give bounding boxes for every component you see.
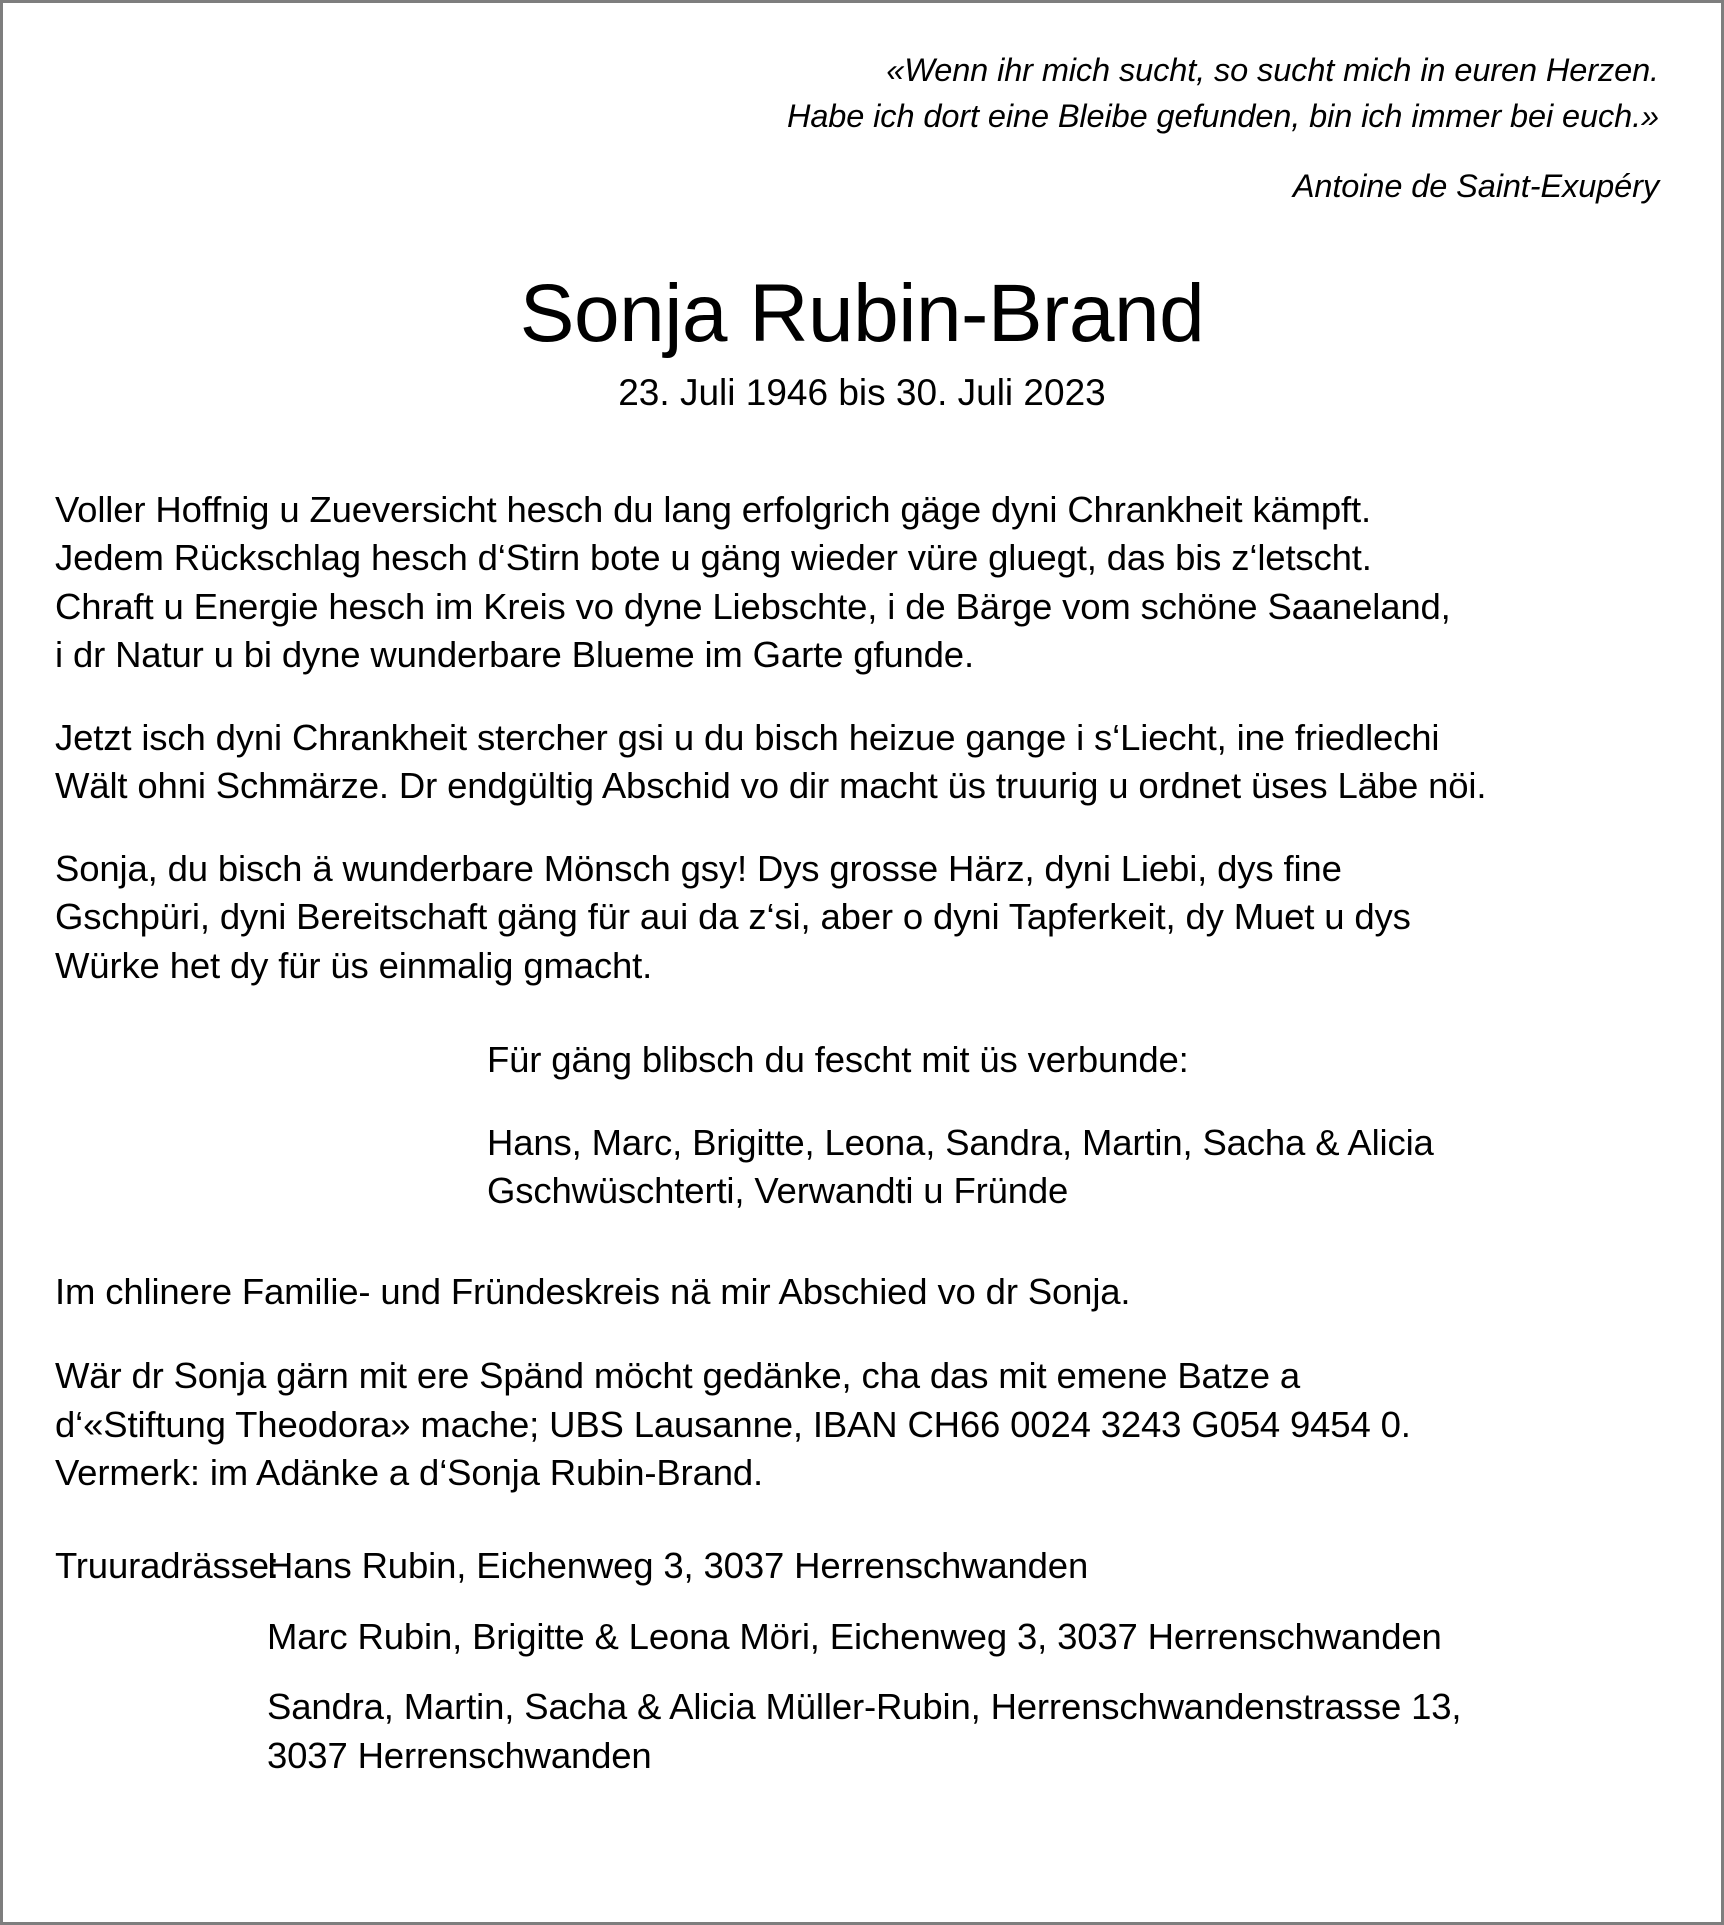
paragraph-3-line-3: Würke het dy für üs einmalig gmacht.	[55, 944, 653, 986]
paragraph-3-line-1: Sonja, du bisch ä wunderbare Mönsch gsy! Dys grosse Härz, dyni Liebi, dys fine	[55, 847, 1342, 889]
survivors-intro: Für gäng blibsch du fescht mit üs verbunde:	[487, 1039, 1189, 1081]
memorial-quote	[55, 47, 1669, 209]
private-funeral-note	[55, 1268, 1669, 1317]
quote-line-2: Habe ich dort eine Bleibe gefunden, bin ich immer bei euch.»	[786, 98, 1659, 135]
address-row-2	[55, 1613, 1669, 1662]
eulogy-paragraph-3	[55, 845, 1669, 991]
paragraph-3-line-2: Gschpüri, dyni Bereitschaft gäng für aui da z‘si, aber o dyni Tapferkeit, dy Muet u dys	[55, 896, 1411, 938]
eulogy-paragraph-2	[55, 714, 1669, 811]
survivors-names	[487, 1119, 1669, 1216]
address-row-3	[55, 1683, 1669, 1780]
donation-line-3: Vermerk: im Adänke a d‘Sonja Rubin-Brand.	[55, 1452, 764, 1494]
address-entry-3	[267, 1683, 1669, 1780]
quote-line-1: «Wenn ihr mich sucht, so sucht mich in euren Herzen.	[886, 52, 1659, 88]
address-entry-1	[267, 1542, 1669, 1591]
paragraph-2-line-2: Wält ohni Schmärze. Dr endgültig Abschid vo dir macht üs truurig u ordnet üses Läbe nöi.	[55, 765, 1487, 807]
survivors-block	[487, 1036, 1669, 1216]
paragraph-1-line-1: Voller Hoffnig u Zueversicht hesch du lang erfolgrich gäge dyni Chrankheit kämpft.	[55, 488, 1371, 530]
eulogy-paragraph-1	[55, 486, 1669, 680]
survivors-names-line-2: Gschwüschterti, Verwandti u Fründe	[487, 1170, 1069, 1212]
paragraph-2-line-1: Jetzt isch dyni Chrankheit stercher gsi u du bisch heizue gange i s‘Liecht, ine friedlechi	[55, 716, 1440, 758]
life-dates: 23. Juli 1946 bis 30. Juli 2023	[618, 371, 1106, 413]
deceased-name: Sonja Rubin-Brand	[519, 268, 1205, 360]
address-entry-1-line-1: Hans Rubin, Eichenweg 3, 3037 Herrenschwanden	[267, 1545, 1089, 1587]
deceased-heading	[55, 268, 1669, 413]
closing-notes	[55, 1268, 1669, 1498]
donation-line-2: d‘«Stiftung Theodora» mache; UBS Lausanne, IBAN CH66 0024 3243 G054 9454 0.	[55, 1403, 1411, 1445]
paragraph-1-line-3: Chraft u Energie hesch im Kreis vo dyne Liebschte, i de Bärge vom schöne Saaneland,	[55, 585, 1451, 627]
survivors-names-line-1: Hans, Marc, Brigitte, Leona, Sandra, Martin, Sacha & Alicia	[487, 1121, 1434, 1163]
address-entry-3-line-2: 3037 Herrenschwanden	[267, 1734, 652, 1776]
donation-line-1: Wär dr Sonja gärn mit ere Spänd möcht gedänke, cha das mit emene Batze a	[55, 1355, 1301, 1397]
paragraph-1-line-2: Jedem Rückschlag hesch d‘Stirn bote u gäng wieder vüre gluegt, das bis z‘letscht.	[55, 537, 1372, 579]
condolence-addresses	[55, 1542, 1669, 1780]
paragraph-1-line-4: i dr Natur u bi dyne wunderbare Blueme im Garte gfunde.	[55, 634, 974, 676]
private-funeral-text: Im chlinere Familie- und Fründeskreis nä mir Abschied vo dr Sonja.	[55, 1270, 1131, 1312]
address-entry-3-line-1: Sandra, Martin, Sacha & Alicia Müller-Rubin, Herrenschwandenstrasse 13,	[267, 1686, 1462, 1728]
addresses-label: Truuradrässe:	[55, 1545, 279, 1587]
address-entry-2	[267, 1613, 1669, 1662]
notice-content	[3, 3, 1721, 1922]
address-row-1	[55, 1542, 1669, 1591]
quote-author: Antoine de Saint-Exupéry	[1292, 168, 1659, 205]
address-entry-2-line-1: Marc Rubin, Brigitte & Leona Möri, Eichenweg 3, 3037 Herrenschwanden	[267, 1615, 1442, 1657]
donation-note	[55, 1352, 1669, 1498]
eulogy-text	[55, 486, 1669, 991]
